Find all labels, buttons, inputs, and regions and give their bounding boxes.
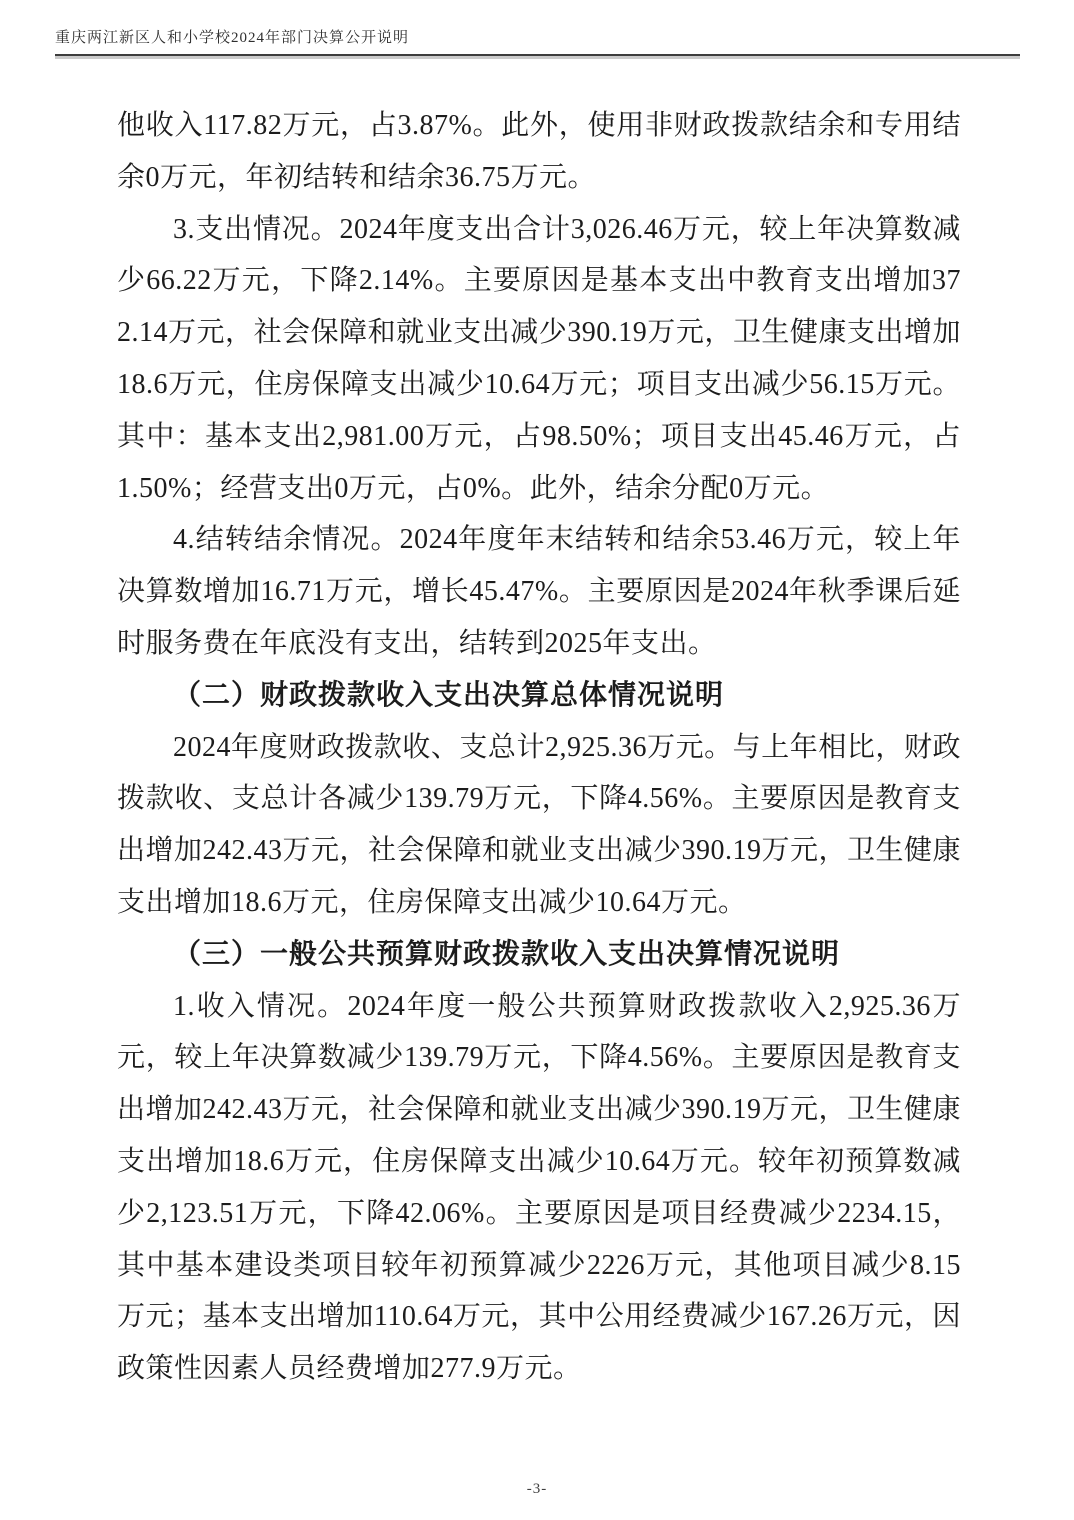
- paragraph-carryover: 4.结转结余情况。2024年度年末结转和结余53.46万元，较上年决算数增加16.71万元，增长45.47%。主要原因是2024年秋季课后延时服务费在年底没有支出，结转到2025年支出。: [117, 524, 961, 659]
- document-footer: [0, 1480, 1074, 1498]
- document-header: [55, 28, 1020, 56]
- section-heading-3: （三）一般公共预算财政拨款收入支出决算情况说明: [173, 938, 841, 970]
- page-number: -3-: [526, 1481, 548, 1497]
- header-title: 重庆两江新区人和小学校2024年部门决算公开说明: [55, 30, 410, 46]
- paragraph-continuation: 他收入117.82万元，占3.87%。此外，使用非财政拨款结余和专用结余0万元，年初结转和结余36.75万元。: [117, 110, 961, 193]
- document-body: [117, 100, 961, 1395]
- paragraph-fiscal-appropriation: 2024年度财政拨款收、支总计2,925.36万元。与上年相比，财政拨款收、支总计各减少139.79万元，下降4.56%。主要原因是教育支出增加242.43万元，社会保障和就业支出减少390.19万元，卫生健康支出增加18.6万元，住房保障支出减少10.64万元。: [117, 731, 962, 918]
- paragraph-expenditure: 3.支出情况。2024年度支出合计3,026.46万元，较上年决算数减少66.22万元，下降2.14%。主要原因是基本支出中教育支出增加372.14万元，社会保障和就业支出减少390.19万元，卫生健康支出增加18.6万元，住房保障支出减少10.64万元；项目支出减少56.15万元。其中：基本支出2,981.00万元，占98.50%；项目支出45.46万元，占1.50%；经营支出0万元，占0%。此外，结余分配0万元。: [117, 213, 961, 504]
- paragraph-general-budget-income: 1.收入情况。2024年度一般公共预算财政拨款收入2,925.36万元，较上年决算数减少139.79万元，下降4.56%。主要原因是教育支出增加242.43万元，社会保障和就业支出减少390.19万元，卫生健康支出增加18.6万元，住房保障支出减少10.64万元。较年初预算数减少2,123.51万元，下降42.06%。主要原因是项目经费减少2234.15，其中基本建设类项目较年初预算减少2226万元，其他项目减少8.15万元；基本支出增加110.64万元，其中公用经费减少167.26万元，因政策性因素人员经费增加277.9万元。: [117, 990, 962, 1385]
- section-heading-2: （二）财政拨款收入支出决算总体情况说明: [173, 679, 725, 711]
